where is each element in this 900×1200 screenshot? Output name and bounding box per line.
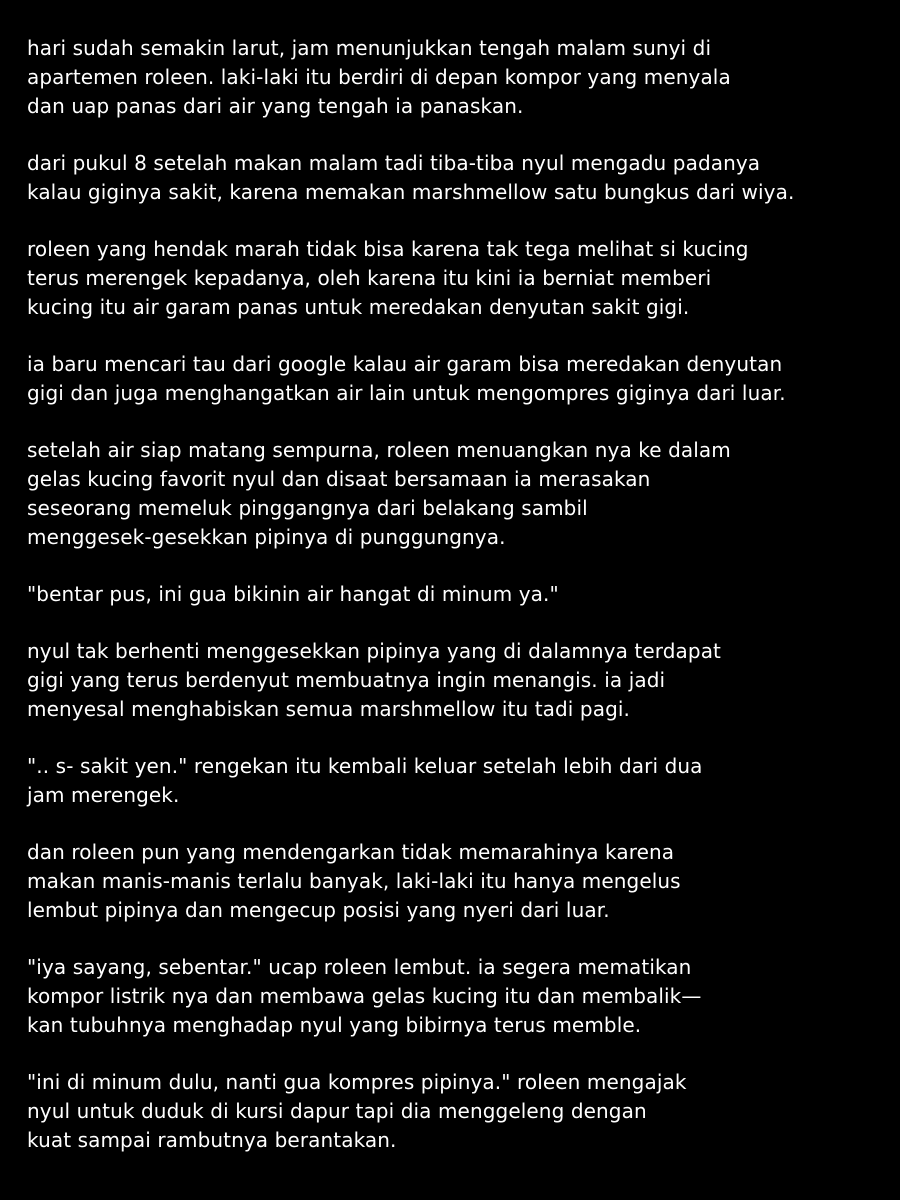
paragraph-8 [27, 752, 860, 810]
text-line: ia baru mencari tau dari google kalau air garam bisa meredakan denyutan [27, 352, 783, 376]
text-line: gigi dan juga menghangatkan air lain untuk mengompres giginya dari luar. [27, 381, 786, 405]
text-line: nyul untuk duduk di kursi dapur tapi dia menggeleng dengan [27, 1099, 647, 1123]
text-line: dan roleen pun yang mendengarkan tidak memarahinya karena [27, 840, 675, 864]
text-line: "bentar pus, ini gua bikinin air hangat di minum ya." [27, 582, 559, 606]
text-line: makan manis-manis terlalu banyak, laki-laki itu hanya mengelus [27, 869, 681, 893]
paragraph-3 [27, 235, 860, 322]
text-line: dan uap panas dari air yang tengah ia panaskan. [27, 94, 524, 118]
text-line: apartemen roleen. laki-laki itu berdiri di depan kompor yang menyala [27, 65, 731, 89]
text-line: roleen yang hendak marah tidak bisa karena tak tega melihat si kucing [27, 237, 749, 261]
paragraph-9 [27, 838, 860, 925]
text-line: terus merengek kepadanya, oleh karena itu kini ia berniat memberi [27, 266, 712, 290]
paragraph-2 [27, 149, 860, 207]
paragraph-11 [27, 1068, 860, 1155]
text-line: kuat sampai rambutnya berantakan. [27, 1128, 397, 1152]
text-line: lembut pipinya dan mengecup posisi yang nyeri dari luar. [27, 898, 610, 922]
text-line: jam merengek. [27, 783, 180, 807]
paragraph-7 [27, 637, 860, 724]
paragraph-10 [27, 953, 860, 1040]
text-line: kompor listrik nya dan membawa gelas kucing itu dan membalik— [27, 984, 702, 1008]
text-line: seseorang memeluk pinggangnya dari belakang sambil [27, 496, 588, 520]
paragraph-1 [27, 34, 860, 121]
text-line: dari pukul 8 setelah makan malam tadi tiba-tiba nyul mengadu padanya [27, 151, 761, 175]
text-line: kalau giginya sakit, karena memakan marshmellow satu bungkus dari wiya. [27, 180, 795, 204]
text-line: kan tubuhnya menghadap nyul yang bibirnya terus memble. [27, 1013, 642, 1037]
text-line: setelah air siap matang sempurna, roleen menuangkan nya ke dalam [27, 438, 731, 462]
text-line: menggesek-gesekkan pipinya di punggungnya. [27, 525, 506, 549]
text-line: gigi yang terus berdenyut membuatnya ingin menangis. ia jadi [27, 668, 666, 692]
text-line: "iya sayang, sebentar." ucap roleen lembut. ia segera mematikan [27, 955, 692, 979]
text-line: "ini di minum dulu, nanti gua kompres pipinya." roleen mengajak [27, 1070, 687, 1094]
text-line: hari sudah semakin larut, jam menunjukkan tengah malam sunyi di [27, 36, 712, 60]
text-line: ".. s- sakit yen." rengekan itu kembali keluar setelah lebih dari dua [27, 754, 703, 778]
paragraph-6 [27, 580, 860, 609]
text-line: menyesal menghabiskan semua marshmellow itu tadi pagi. [27, 697, 630, 721]
paragraph-4 [27, 350, 860, 408]
paragraph-5 [27, 436, 860, 552]
text-line: gelas kucing favorit nyul dan disaat bersamaan ia merasakan [27, 467, 651, 491]
text-line: nyul tak berhenti menggesekkan pipinya yang di dalamnya terdapat [27, 639, 721, 663]
text-line: kucing itu air garam panas untuk meredakan denyutan sakit gigi. [27, 295, 690, 319]
